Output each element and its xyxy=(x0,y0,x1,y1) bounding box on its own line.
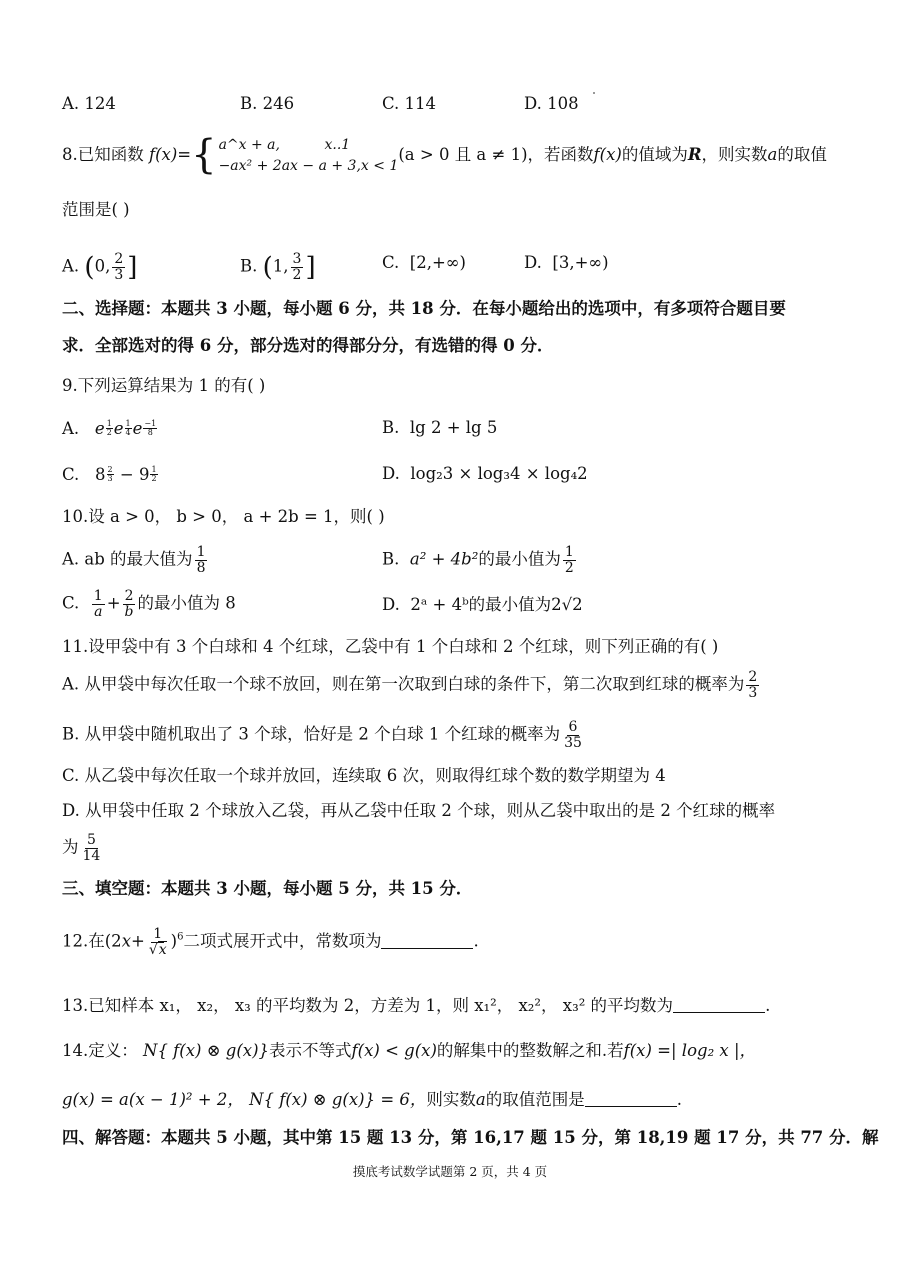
q10-stem: 10.设 a > 0， b > 0， a + 2b = 1，则( ) xyxy=(62,507,385,526)
q10-option-c: C. $\frac{1}{a}$ + $\frac{2}{b}$ 的最小值为 8 xyxy=(62,588,236,620)
scan-speck xyxy=(593,92,595,94)
q8-fx2: f(x) xyxy=(593,145,622,164)
q8-case2-cond: x < 1 xyxy=(360,157,399,174)
q12-answer-blank[interactable] xyxy=(381,948,473,949)
q8-stem-line2: 范围是( ) xyxy=(62,200,130,219)
q8-text1: ，若函数 xyxy=(527,145,594,164)
q8-case1-expr: a^x + a, xyxy=(218,137,280,154)
page-footer: 摸底考试数学试题第 2 页，共 4 页 xyxy=(352,1164,548,1179)
section4-header: 四、解答题：本题共 5 小题，其中第 15 题 13 分，第 16,17 题 15 分，第 18,19 题 17 分，共 77 分．解 xyxy=(62,1128,879,1147)
q8-param-cond: (a > 0 且 a ≠ 1) xyxy=(398,145,528,164)
q14-line1: 14.定义： N{ f(x) ⊗ g(x)}表示不等式f(x) < g(x)的解集中的整数解之和.若f(x) =| log₂ x |， xyxy=(62,1041,757,1060)
q11-stem: 11.设甲袋中有 3 个白球和 4 个红球，乙袋中有 1 个白球和 2 个红球，则下列正确的有( ) xyxy=(62,637,719,656)
q11-option-c: C. 从乙袋中每次任取一个球并放回，连续取 6 次，则取得红球个数的数学期望为 4 xyxy=(62,766,666,785)
q7-option-b: B. 246 xyxy=(240,94,295,113)
q7-option-d: D. 108 xyxy=(524,94,579,113)
section2-header-line1: 二、选择题：本题共 3 小题，每小题 6 分，共 18 分．在每小题给出的选项中，有多项符合题目要 xyxy=(62,299,786,318)
q11-option-d-line1: D. 从甲袋中任取 2 个球放入乙袋，再从乙袋中任取 2 个球，则从乙袋中取出的是 2 个红球的概率 xyxy=(62,801,776,820)
q7-option-a: A. 124 xyxy=(62,94,116,113)
q8-lead: 已知函数 xyxy=(77,145,144,164)
q8-option-b: B. (1, $\frac{3}{2}$ ] xyxy=(240,251,316,283)
q10-option-b: B. a² + 4b²的最小值为 $\frac{1}{2}$ xyxy=(382,544,574,576)
q8-text4: 的取值 xyxy=(777,145,827,164)
q8-case1-cond: x..1 xyxy=(324,137,351,154)
q8-R: R xyxy=(687,145,702,164)
q8-a: a xyxy=(767,145,778,164)
q12-stem: 12.在(2x+ $\frac{1}{√x}$ )$^6$二项式展开式中，常数项为 . xyxy=(62,926,479,958)
q14-line2: g(x) = a(x − 1)² + 2， N{ f(x) ⊗ g(x)} = 6，则实数a的取值范围是 . xyxy=(62,1090,683,1109)
q8-option-d: D. [3,+∞) xyxy=(524,253,609,272)
q8-function-name: f(x)= xyxy=(149,145,192,164)
q8-text3: ，则实数 xyxy=(701,145,768,164)
q9-stem: 9.下列运算结果为 1 的有( ) xyxy=(62,376,266,395)
q8-number: 8. xyxy=(62,145,78,164)
q14-answer-blank[interactable] xyxy=(585,1106,677,1107)
q9-option-d: D. log₂3 × log₃4 × log₄2 xyxy=(382,464,588,483)
q13-stem: 13.已知样本 x₁， x₂， x₃ 的平均数为 2，方差为 1，则 x₁²， x₂²， x₃² 的平均数为 . xyxy=(62,996,771,1015)
q9-option-b: B. lg 2 + lg 5 xyxy=(382,418,498,437)
q8-option-a: A. (0, $\frac{2}{3}$ ] xyxy=(62,251,138,283)
q8-brace: { xyxy=(191,132,217,178)
q7-option-c: C. 114 xyxy=(382,94,437,113)
section3-header: 三、填空题：本题共 3 小题，每小题 5 分，共 15 分． xyxy=(62,879,473,898)
q9-option-c: C. 8 $\frac{2}{3}$ − 9 $\frac{1}{2}$ xyxy=(62,465,157,484)
q8-case2-expr: −ax² + 2ax − a + 3, xyxy=(218,157,361,174)
q9-option-a: A. e $\frac{1}{2}$ e $\frac{1}{4}$ e $\frac{-1}{8}$ xyxy=(62,419,157,438)
q11-option-a: A. 从甲袋中每次任取一个球不放回，则在第一次取到白球的条件下，第二次取到红球的概率为 $\frac{2}{3}$ xyxy=(62,669,758,701)
q8-text2: 的值域为 xyxy=(621,145,688,164)
q11-option-b: B. 从甲袋中随机取出了 3 个球，恰好是 2 个白球 1 个红球的概率为 $\frac{6}{35}$ xyxy=(62,719,582,751)
q8-stem xyxy=(62,132,827,178)
q8-piecewise xyxy=(219,135,399,176)
q11-option-d-line2: 为 $\frac{5}{14}$ xyxy=(62,832,101,864)
q10-option-a: A. ab 的最大值为 $\frac{1}{8}$ xyxy=(62,544,206,576)
q10-option-d: D. 2ᵃ + 4ᵇ的最小值为2√2 xyxy=(382,595,583,614)
section2-header-line2: 求．全部选对的得 6 分，部分选对的得部分分，有选错的得 0 分． xyxy=(62,336,554,355)
q8-option-c: C. [2,+∞) xyxy=(382,253,466,272)
q13-answer-blank[interactable] xyxy=(673,1012,765,1013)
